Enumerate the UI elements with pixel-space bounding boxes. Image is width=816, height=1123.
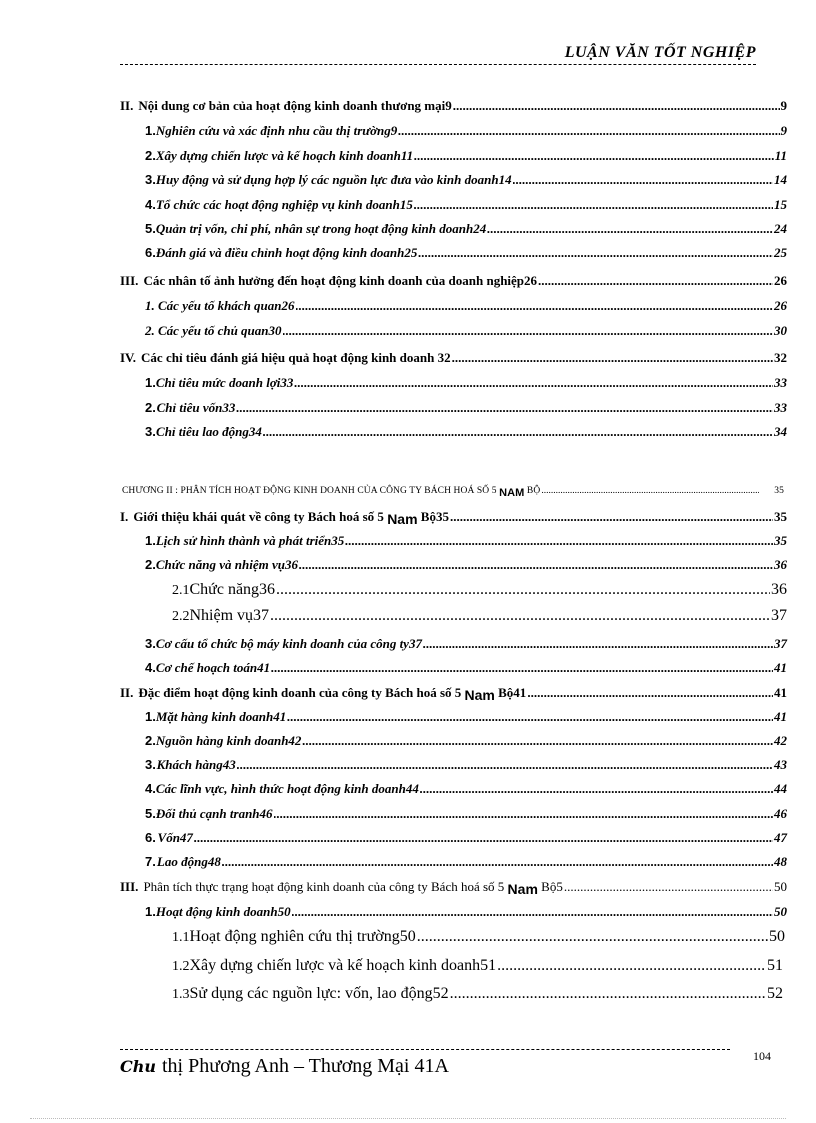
toc-title: Chức năng và nhiệm vụ36 xyxy=(155,557,298,572)
toc-title: Nghiên cứu và xác định nhu cầu thị trường9 xyxy=(155,123,398,138)
dot-leader xyxy=(270,607,770,625)
toc-entry[interactable] xyxy=(172,607,787,625)
dot-leader xyxy=(398,123,779,139)
toc-entry[interactable] xyxy=(145,148,787,164)
toc-entry[interactable] xyxy=(120,878,787,895)
toc-entry[interactable] xyxy=(145,636,787,652)
toc-entry[interactable] xyxy=(172,581,787,599)
toc-entry[interactable] xyxy=(145,733,787,749)
toc-page: 32 xyxy=(774,350,787,365)
dot-leader xyxy=(222,854,773,870)
dot-leader xyxy=(564,879,773,895)
toc-number: 1. xyxy=(145,375,156,390)
toc-entry[interactable] xyxy=(172,957,783,975)
toc-title: Nguồn hàng kinh doanh42 xyxy=(155,733,302,748)
toc-page: 50 xyxy=(774,879,787,894)
toc-entry[interactable] xyxy=(145,197,787,213)
toc-number: 1.2 xyxy=(172,959,190,974)
toc-entry[interactable] xyxy=(120,98,787,114)
toc-number: 2. xyxy=(145,148,156,163)
toc-page: 50 xyxy=(769,928,785,945)
toc-number: II. xyxy=(120,685,134,700)
toc-page: 33 xyxy=(774,400,787,415)
dot-leader xyxy=(487,221,773,237)
toc-title: Các lĩnh vực, hình thức hoạt động kinh doanh44 xyxy=(155,781,419,796)
dot-leader xyxy=(296,298,773,314)
dot-leader xyxy=(302,733,773,749)
dot-leader xyxy=(453,98,780,114)
toc-entry[interactable] xyxy=(145,854,787,870)
toc-title xyxy=(133,508,449,525)
toc-title: Nội dung cơ bản của hoạt động kinh doanh thương mại9 xyxy=(138,98,452,113)
dot-leader xyxy=(513,172,773,188)
toc-title: Đánh giá và điều chỉnh hoạt động kinh doanh25 xyxy=(155,245,418,260)
toc-number: 4. xyxy=(145,781,156,796)
toc-title: Lao động48 xyxy=(156,854,221,869)
dot-leader xyxy=(452,350,773,366)
dot-leader xyxy=(294,375,773,391)
toc-title: Hoạt động kinh doanh50 xyxy=(155,904,291,919)
toc-number: 4. xyxy=(145,660,156,675)
toc-title: Đối thủ cạnh tranh46 xyxy=(155,806,273,821)
dot-leader xyxy=(423,636,773,652)
toc-title-nam: Nam xyxy=(507,881,538,897)
toc-title xyxy=(138,684,526,701)
page-number: 104 xyxy=(753,1049,771,1063)
chapter-tail: BỘ xyxy=(526,486,541,496)
toc-page: 26 xyxy=(774,273,787,288)
footer-rule xyxy=(120,1049,730,1050)
dot-leader xyxy=(274,806,773,822)
toc-number: 5. xyxy=(145,221,156,236)
toc-page: 30 xyxy=(774,323,787,338)
toc-number: 2. xyxy=(145,557,156,572)
toc-title: Sử dụng các nguồn lực: vốn, lao động52 xyxy=(189,985,449,1002)
toc-number: 7. xyxy=(145,854,156,869)
toc-title-tail: Bộ35 xyxy=(420,509,449,524)
toc-number: 3. xyxy=(145,636,156,651)
toc-page: 24 xyxy=(774,221,787,236)
toc-title: Khách hàng43 xyxy=(156,757,236,772)
dot-leader xyxy=(276,581,770,599)
bottom-divider xyxy=(30,1118,786,1119)
dot-leader xyxy=(527,685,773,701)
dot-leader xyxy=(292,904,773,920)
toc-page: 50 xyxy=(774,904,787,919)
toc-entry[interactable] xyxy=(145,830,787,846)
toc-page: 11 xyxy=(774,148,787,163)
toc-title-text: Đặc điểm hoạt động kinh doanh của công ty Bách hoá số 5 xyxy=(138,685,462,700)
dot-leader xyxy=(418,245,773,261)
dot-leader xyxy=(271,660,773,676)
toc-number: 2. xyxy=(145,400,156,415)
toc-number: II. xyxy=(120,98,134,113)
dot-leader xyxy=(237,757,773,773)
toc-page: 35 xyxy=(774,509,787,524)
toc-number: 1. xyxy=(145,533,156,548)
toc-title-nam: Nam xyxy=(387,511,418,527)
toc-page: 37 xyxy=(771,607,787,624)
toc-title-text: Giới thiệu khái quát về công ty Bách hoá số 5 xyxy=(133,509,384,524)
toc-page: 46 xyxy=(774,806,787,821)
toc-title-tail: Bộ5 xyxy=(541,879,563,894)
toc-page: 37 xyxy=(774,636,787,651)
toc-entry[interactable] xyxy=(145,806,787,822)
dot-leader xyxy=(450,509,773,525)
toc-number: III. xyxy=(120,273,139,288)
dot-leader xyxy=(194,830,773,846)
toc-title: Mặt hàng kinh doanh41 xyxy=(155,709,287,724)
chapter-title: CHƯƠNG II : PHÂN TÍCH HOẠT ĐỘNG KINH DOANH CỦA CÔNG TY BÁCH HOÁ SỐ 5 xyxy=(122,486,497,496)
toc-title: Quản trị vốn, chi phí, nhân sự trong hoạt động kinh doanh24 xyxy=(155,221,487,236)
toc-page: 15 xyxy=(774,197,787,212)
dot-leader xyxy=(263,424,773,440)
toc-entry[interactable] xyxy=(145,660,787,676)
toc-page: 51 xyxy=(767,957,783,974)
toc-page: 47 xyxy=(774,830,787,845)
dot-leader xyxy=(283,323,773,339)
toc-title: Huy động và sử dụng hợp lý các nguồn lực đưa vào kinh doanh14 xyxy=(155,172,512,187)
toc-title: Hoạt động nghiên cứu thị trường50 xyxy=(189,928,416,945)
toc-title: Cơ cấu tổ chức bộ máy kinh doanh của công ty37 xyxy=(155,636,422,651)
toc-title: Chỉ tiêu vốn33 xyxy=(156,400,236,415)
author-name: thị Phương Anh – Thương Mại 41A xyxy=(162,1055,449,1077)
toc-page: 35 xyxy=(774,486,784,496)
toc-title: Các nhân tố ảnh hưởng đến hoạt động kinh doanh của doanh nghiệp26 xyxy=(143,273,538,288)
toc-number: 2.2 xyxy=(172,609,190,624)
toc-entry[interactable] xyxy=(120,508,787,525)
toc-entry[interactable] xyxy=(145,757,787,773)
toc-title: Xây dựng chiến lược và kế hoạch kinh doanh51 xyxy=(189,957,497,974)
toc-entry[interactable] xyxy=(145,123,787,139)
dot-leader xyxy=(450,985,766,1003)
dot-leader xyxy=(417,928,768,946)
dot-leader xyxy=(538,273,773,289)
toc-page: 36 xyxy=(771,581,787,598)
toc-number: 3. xyxy=(145,424,156,439)
toc-title: Vốn47 xyxy=(157,830,193,845)
dot-leader xyxy=(414,197,773,213)
toc-title-tail: Bộ41 xyxy=(498,685,527,700)
toc-page: 35 xyxy=(774,533,787,548)
author-script-name: Chu xyxy=(120,1057,156,1076)
toc-entry[interactable] xyxy=(172,928,785,946)
toc-number: 3. xyxy=(145,172,156,187)
toc-number: 2.1 xyxy=(172,583,190,598)
toc-number: 1. xyxy=(145,709,156,724)
toc-page: 43 xyxy=(774,757,787,772)
toc-number: III. xyxy=(120,879,139,894)
toc-number: 1.3 xyxy=(172,987,190,1002)
toc-entry[interactable] xyxy=(145,709,787,725)
toc-title-nam: Nam xyxy=(464,687,495,703)
toc-page: 33 xyxy=(774,375,787,390)
toc-number: IV. xyxy=(120,350,137,365)
toc-title xyxy=(143,878,562,895)
toc-title: 1. Các yếu tố khách quan26 xyxy=(145,298,295,313)
dot-leader xyxy=(299,557,773,573)
toc-number: 2. xyxy=(145,733,156,748)
dot-leader xyxy=(414,148,774,164)
toc-number: 6. xyxy=(145,245,156,260)
toc-page: 52 xyxy=(767,985,783,1002)
dot-leader xyxy=(287,709,773,725)
toc-entry[interactable] xyxy=(145,400,787,416)
toc-entry[interactable] xyxy=(145,245,787,261)
toc-page: 36 xyxy=(774,557,787,572)
toc-entry[interactable] xyxy=(120,273,787,289)
toc-page: 34 xyxy=(774,424,787,439)
toc-entry[interactable] xyxy=(145,533,787,549)
toc-entry[interactable] xyxy=(145,298,787,314)
toc-entry[interactable] xyxy=(145,172,787,188)
toc-title: 2. Các yếu tố chủ quan30 xyxy=(145,323,282,338)
toc-page: 25 xyxy=(774,245,787,260)
dot-leader xyxy=(541,486,759,496)
toc-page: 44 xyxy=(774,781,787,796)
toc-title: Chức năng36 xyxy=(189,581,276,598)
toc-title: Xây dựng chiến lược và kế hoạch kinh doanh11 xyxy=(155,148,414,163)
toc-entry[interactable] xyxy=(120,350,787,366)
toc-entry[interactable] xyxy=(145,781,787,797)
toc-page: 41 xyxy=(774,685,787,700)
toc-number: 1.1 xyxy=(172,930,190,945)
toc-entry[interactable] xyxy=(145,221,787,237)
toc-number: 1. xyxy=(145,904,156,919)
toc-page: 26 xyxy=(774,298,787,313)
header-title: LUẬN VĂN TỐT NGHIỆP xyxy=(564,44,756,61)
dot-leader xyxy=(345,533,773,549)
footer-author xyxy=(120,1055,449,1078)
toc-entry[interactable] xyxy=(172,985,783,1003)
toc-entry[interactable] xyxy=(145,904,787,920)
toc-page: 41 xyxy=(774,709,787,724)
toc-entry[interactable] xyxy=(120,684,787,701)
toc-page: 9 xyxy=(780,98,787,113)
toc-number: 6. xyxy=(145,830,156,845)
toc-page: 14 xyxy=(774,172,787,187)
chapter-nam: NAM xyxy=(499,487,525,499)
toc-title: Chỉ tiêu mức doanh lợi33 xyxy=(155,375,294,390)
toc-title: Cơ chế hoạch toán41 xyxy=(155,660,271,675)
toc-entry[interactable] xyxy=(145,375,787,391)
toc-entry[interactable] xyxy=(145,323,787,339)
toc-title: Nhiệm vụ37 xyxy=(189,607,270,624)
toc-title: Lịch sử hình thành và phát triển35 xyxy=(155,533,345,548)
toc-entry[interactable] xyxy=(145,557,787,573)
toc-number: 1. xyxy=(145,123,156,138)
dot-leader xyxy=(236,400,773,416)
dot-leader xyxy=(497,957,766,975)
toc-entry[interactable] xyxy=(145,424,787,440)
toc-number: I. xyxy=(120,509,129,524)
toc-page: 48 xyxy=(774,854,787,869)
toc-number: 5. xyxy=(145,806,156,821)
toc-title: Các chỉ tiêu đánh giá hiệu quả hoạt động kinh doanh 32 xyxy=(141,350,451,365)
toc-page: 9 xyxy=(780,123,787,138)
toc-title: Tổ chức các hoạt động nghiệp vụ kinh doanh15 xyxy=(155,197,413,212)
toc-page: 42 xyxy=(774,733,787,748)
toc-number: 4. xyxy=(145,197,156,212)
toc-number: 3. xyxy=(145,757,156,772)
toc-chapter-entry[interactable] xyxy=(122,484,784,499)
toc-title: Chỉ tiêu lao động34 xyxy=(156,424,262,439)
dot-leader xyxy=(420,781,773,797)
toc-page: 41 xyxy=(774,660,787,675)
toc-title xyxy=(122,484,541,499)
toc-title-text: Phân tích thực trạng hoạt động kinh doanh của công ty Bách hoá số 5 xyxy=(143,879,505,894)
